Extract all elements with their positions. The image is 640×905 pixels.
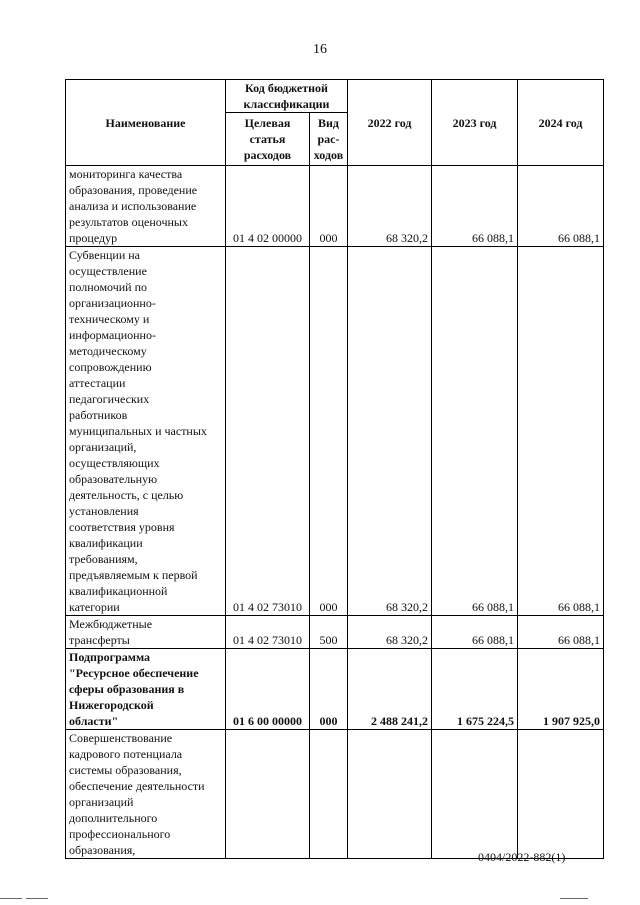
row-name-line: техническому и — [69, 312, 150, 326]
header-expense-kind: Вид рас- ходов — [310, 113, 348, 166]
row-target-article: 01 4 02 73010 — [226, 616, 310, 649]
row-expense-kind: 000 — [310, 247, 348, 616]
row-name-line: осуществляющих — [69, 456, 160, 470]
row-value-2023: 66 088,1 — [432, 616, 518, 649]
row-value-2022 — [348, 730, 432, 859]
header-target-article: Целевая статья расходов — [226, 113, 310, 166]
row-name-line: "Ресурсное обеспечение — [69, 666, 199, 680]
row-value-2022: 2 488 241,2 — [348, 649, 432, 730]
row-name-line: кадрового потенциала — [69, 747, 183, 761]
row-name-line: сферы образования в — [69, 682, 185, 696]
table-row — [66, 730, 604, 859]
row-name-line: квалификационной — [69, 584, 168, 598]
row-name-line: деятельность, с целью — [69, 488, 184, 502]
row-name-line: Межбюджетные — [69, 617, 153, 631]
row-name-line: Совершенствование — [69, 731, 173, 745]
row-expense-kind: 000 — [310, 649, 348, 730]
row-name — [66, 649, 226, 730]
row-name-line: системы образования, — [69, 763, 182, 777]
row-value-2022: 68 320,2 — [348, 166, 432, 247]
row-expense-kind — [310, 730, 348, 859]
row-name-line: организаций — [69, 795, 134, 809]
row-target-article: 01 4 02 73010 — [226, 247, 310, 616]
row-name-line: квалификации — [69, 536, 143, 550]
row-name-line: организаций, — [69, 440, 137, 454]
row-value-2024: 66 088,1 — [518, 616, 604, 649]
row-target-article — [226, 730, 310, 859]
row-expense-kind: 000 — [310, 166, 348, 247]
row-name-line: процедур — [69, 231, 118, 245]
row-name-line: предъявляемым к первой — [69, 568, 198, 582]
row-name-line: работников — [69, 408, 128, 422]
row-name-line: профессионального — [69, 827, 171, 841]
row-name-line: Нижегородской — [69, 698, 154, 712]
row-name-line: полномочий по — [69, 280, 148, 294]
row-name-line: муниципальных и частных — [69, 424, 207, 438]
row-name-line: обеспечение деятельности — [69, 779, 205, 793]
header-2023: 2023 год — [432, 80, 518, 166]
row-name-line: результатов оценочных — [69, 215, 188, 229]
row-name-line: образовательную — [69, 472, 158, 486]
row-name-line: образования, — [69, 843, 136, 857]
row-name — [66, 616, 226, 649]
row-value-2023: 66 088,1 — [432, 247, 518, 616]
row-name-line: информационно- — [69, 328, 156, 342]
row-name — [66, 247, 226, 616]
row-name-line: мониторинга качества — [69, 167, 183, 181]
scan-edge-mark — [26, 898, 48, 899]
header-2024: 2024 год — [518, 80, 604, 166]
scan-edge-mark — [0, 898, 22, 899]
table-row — [66, 616, 604, 649]
row-name-line: методическому — [69, 344, 147, 358]
row-name-line: Субвенции на — [69, 248, 141, 262]
header-kbk-group: Код бюджетной классификации — [226, 80, 348, 113]
row-name-line: требованиям, — [69, 552, 138, 566]
header-name: Наименование — [66, 80, 226, 166]
row-expense-kind: 500 — [310, 616, 348, 649]
row-name-line: категории — [69, 600, 120, 614]
row-name-line: аттестации — [69, 376, 126, 390]
table-row — [66, 649, 604, 730]
row-name-line: организационно- — [69, 296, 156, 310]
row-name-line: осуществление — [69, 264, 147, 278]
row-name-line: соответствия уровня — [69, 520, 175, 534]
row-value-2024: 1 907 925,0 — [518, 649, 604, 730]
row-value-2023: 1 675 224,5 — [432, 649, 518, 730]
row-name — [66, 166, 226, 247]
row-name-line: трансферты — [69, 633, 130, 647]
row-name-line: сопровождению — [69, 360, 152, 374]
row-name-line: образования, проведение — [69, 183, 198, 197]
row-name-line: установления — [69, 504, 139, 518]
row-name-line: педагогических — [69, 392, 150, 406]
budget-table — [65, 79, 604, 859]
row-value-2024: 66 088,1 — [518, 166, 604, 247]
row-target-article: 01 6 00 00000 — [226, 649, 310, 730]
header-2022: 2022 год — [348, 80, 432, 166]
row-name — [66, 730, 226, 859]
table-row — [66, 166, 604, 247]
row-value-2023: 66 088,1 — [432, 166, 518, 247]
row-target-article: 01 4 02 00000 — [226, 166, 310, 247]
row-name-line: анализа и использование — [69, 199, 197, 213]
document-code: 0404/2022-882(1) — [478, 850, 566, 864]
row-value-2023 — [432, 730, 518, 859]
scan-edge-mark — [560, 898, 588, 899]
table-row — [66, 247, 604, 616]
row-name-line: области" — [69, 714, 119, 728]
row-value-2024: 66 088,1 — [518, 247, 604, 616]
row-name-line: Подпрограмма — [69, 650, 151, 664]
row-value-2022: 68 320,2 — [348, 616, 432, 649]
row-name-line: дополнительного — [69, 811, 158, 825]
row-value-2022: 68 320,2 — [348, 247, 432, 616]
row-value-2024 — [518, 730, 604, 859]
page-number: 16 — [313, 42, 327, 57]
